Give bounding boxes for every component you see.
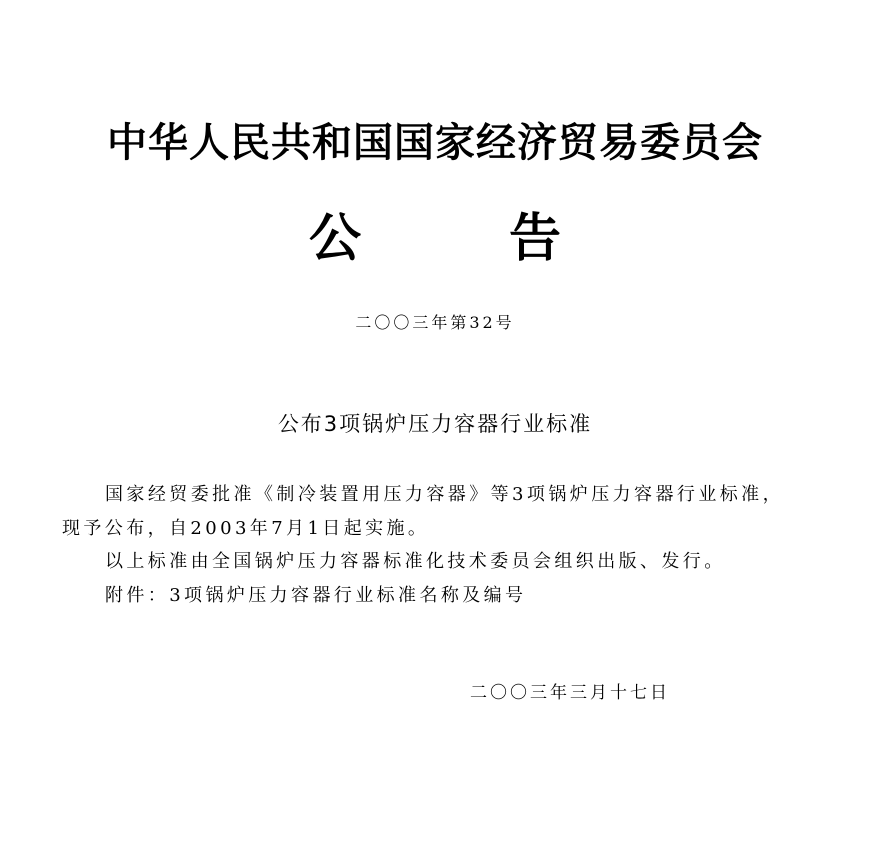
body-paragraph-publication: 以上标准由全国锅炉压力容器标准化技术委员会组织出版、发行。 (105, 551, 726, 572)
signature-date: 二〇〇三年三月十七日 (470, 683, 670, 703)
notice-subject: 公布3项锅炉压力容器行业标准 (277, 412, 593, 436)
notice-body (62, 478, 784, 612)
document-number: 二〇〇三年第32号 (355, 313, 515, 332)
notice-title: 公告 (308, 208, 709, 269)
body-paragraph-approval: 国家经贸委批准《制冷装置用压力容器》等3项锅炉压力容器行业标准，现予公布，自2003年7月1日起实施。 (62, 484, 784, 539)
body-paragraph-attachment: 附件：3项锅炉压力容器行业标准名称及编号 (105, 584, 527, 606)
issuing-organization-title: 中华人民共和国国家经济贸易委员会 (107, 119, 763, 166)
